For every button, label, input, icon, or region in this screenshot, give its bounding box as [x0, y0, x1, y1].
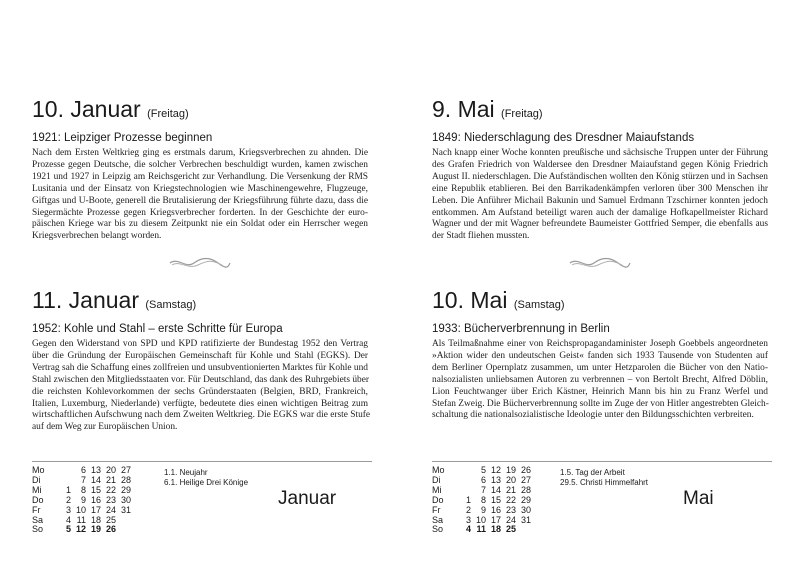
calendar-day: 6 — [80, 465, 86, 475]
calendar-day — [458, 466, 471, 476]
calendar-divider — [32, 461, 372, 462]
calendar-day: 8 — [80, 484, 86, 495]
calendar-day: 2 — [65, 494, 71, 505]
calendar-day: 25 — [505, 524, 516, 535]
calendar-day: 19 — [90, 524, 101, 535]
weekday-label: Do — [432, 494, 444, 505]
calendar-divider — [432, 461, 772, 462]
calendar-day: 18 — [90, 514, 101, 525]
weekday-label: Sa — [432, 514, 444, 525]
calendar-day: 30 — [120, 494, 131, 505]
month-name: Januar — [278, 488, 337, 509]
entry-body — [432, 339, 768, 422]
weekday-label: Do — [32, 494, 44, 505]
mini-calendar — [32, 466, 131, 535]
calendar-day: 26 — [520, 465, 531, 475]
calendar-grid — [32, 466, 131, 535]
calendar-day — [116, 525, 131, 535]
text-line: wirtschaftlichen Aufschwung nach dem Zweiten Weltkrieg. Die EGKS war die erste Stufe — [32, 410, 371, 421]
text-line: Stahl zwischen den Mitgliedsstaaten vor. Für Deutschland, das dank des Ruhrgebiets über — [32, 374, 369, 385]
calendar-day: 22 — [105, 484, 116, 495]
entry-body — [432, 148, 768, 243]
calendar-day: 3 — [465, 514, 471, 525]
calendar-day: 7 — [480, 484, 486, 495]
calendar-day: 1 — [65, 484, 71, 495]
calendar-day: 12 — [490, 465, 501, 475]
calendar-day: 21 — [105, 474, 116, 485]
calendar-day: 31 — [120, 504, 131, 515]
weekday-label: Fr — [432, 504, 441, 515]
holiday-item: 29.5. Christi Himmelfahrt — [560, 478, 649, 487]
entry-weekday: (Freitag) — [501, 108, 543, 120]
text-line: Giftgas und U-Boote, generell die Brutalisierung der Kriegsführung führte dazu, dass die — [32, 195, 368, 206]
text-line: Vertrag sah die Schaffung eines zollfreien und unsubventionierten Marktes für Kohle und — [32, 362, 368, 373]
calendar-day: 14 — [90, 474, 101, 485]
calendar-week-row — [32, 525, 131, 535]
text-line: Leben. Die Anführer Michail Bakunin und Samuel Erdmann Tzschirner konnten jedoch — [432, 195, 768, 206]
weekday-label: Mi — [32, 484, 42, 495]
calendar-day: 25 — [105, 514, 116, 525]
calendar-grid — [432, 466, 531, 535]
entry-may-9 — [432, 96, 768, 243]
calendar-day: 22 — [505, 494, 516, 505]
holiday-list — [164, 468, 248, 488]
calendar-day: 19 — [505, 465, 516, 475]
text-line: Lion Feuchtwanger über Erich Kästner, Heinrich Mann bis hin zu Franz Werfel und — [432, 386, 768, 397]
text-line: Nach dem Ersten Weltkrieg ging es erstmals darum, Kriegsverbrechen zu ahnden. Die — [32, 148, 368, 158]
text-line: Als Teilmaßnahme einer von Reichspropagandaminister Joseph Goebbels angeordneten — [432, 339, 768, 349]
text-line: »Aktion wider den undeutschen Geist« fanden sich 1933 Tausende von Studenten auf — [432, 350, 768, 361]
entry-weekday: (Samstag) — [513, 299, 565, 311]
month-name: Mai — [683, 488, 714, 509]
holiday-list — [560, 468, 648, 488]
entry-headline: 1849: Niederschlagung des Dresdner Maiaufstands — [432, 132, 695, 144]
text-line: Lusitania und der Einsatz von Kriegstechnologien wie Maschinengewehre, Flugzeuge, — [32, 183, 368, 194]
entry-may-10 — [432, 287, 768, 422]
mini-calendar — [432, 466, 531, 535]
calendar-day: 5 — [65, 524, 71, 535]
calendar-day: 2 — [465, 504, 471, 515]
calendar-day: 15 — [90, 484, 101, 495]
weekday-label: Mo — [432, 465, 445, 475]
calendar-day: 27 — [520, 474, 531, 485]
weekday-label: So — [432, 524, 444, 535]
calendar-day: 13 — [490, 474, 501, 485]
weekday-label: Mi — [432, 484, 442, 495]
calendar-day: 31 — [520, 514, 531, 525]
calendar-day: 28 — [120, 474, 131, 485]
calendar-day: 8 — [480, 494, 486, 505]
text-line: August II. niederschlagen. Die Aufständischen wollten den König stürzen und in Sachsen — [432, 171, 768, 182]
calendar-day: 27 — [120, 465, 131, 475]
entry-headline: 1921: Leipziger Prozesse beginnen — [32, 132, 213, 144]
holiday-item: 1.1. Neujahr — [164, 468, 208, 477]
text-line: dem Berliner Opernplatz zusammen, um unter Hetzparolen die Bücher von den Natio- — [432, 362, 768, 373]
calendar-day: 14 — [490, 484, 501, 495]
text-line: Siegermächte Prozesse gegen Kriegsverbrecher forderten. In der Geschichte der euro- — [32, 207, 368, 218]
weekday-label: Sa — [32, 514, 44, 525]
ornament-swirl-icon — [568, 256, 632, 270]
entry-headline: 1933: Bücherverbrennung in Berlin — [432, 323, 610, 335]
entry-date: 9. Mai (Freitag) — [432, 96, 543, 122]
calendar-day: 24 — [505, 514, 516, 525]
calendar-week-row — [432, 525, 531, 535]
text-line: auf dem Weg zur Europäischen Union. — [32, 422, 178, 433]
calendar-day: 17 — [90, 504, 101, 515]
calendar-day: 26 — [105, 524, 116, 535]
weekday-label: Di — [432, 474, 441, 485]
holiday-item: 6.1. Heilige Drei Könige — [164, 478, 249, 487]
text-line: der Stadt fliehen mussten. — [432, 231, 530, 242]
entry-weekday: (Samstag) — [145, 299, 197, 311]
entry-date: 11. Januar (Samstag) — [32, 287, 197, 313]
calendar-day: 6 — [480, 474, 486, 485]
weekday-label: Mo — [32, 465, 45, 475]
calendar-day: 21 — [505, 484, 516, 495]
text-line: Italien, Luxemburg, Niederlande) verfügte, bedeutete dies einen wichtigen Beitrag zum — [32, 398, 368, 409]
entry-body — [32, 148, 368, 243]
calendar-day: 10 — [75, 504, 86, 515]
calendar-day: 4 — [465, 524, 471, 535]
text-line: Prozesse gegen Deutsche, die solcher Verbrechen beschuldigt wurden, kamen zwischen — [32, 159, 368, 170]
text-line: schaltung die nationalsozialistische Ideologie unter den Bildungsschichten verbreiten. — [432, 410, 754, 421]
calendar-day: 16 — [490, 504, 501, 515]
calendar-day: 24 — [105, 504, 116, 515]
calendar-day: 13 — [90, 465, 101, 475]
text-line: die reichsten Kohlevorkommen der sechs Gründerstaaten (Belgien, BRD, Frankreich, — [32, 386, 368, 397]
entry-date: 10. Mai (Samstag) — [432, 287, 565, 313]
ornament-swirl-icon — [168, 256, 232, 270]
text-line: Gegen den Widerstand von SPD und KPD ratifizierte der Bundestag 1952 den Vertrag — [32, 339, 368, 349]
text-line: Wagner und der mit Wagner befreundete Baumeister Gottfried Semper, die ebenfalls aus — [432, 219, 768, 230]
entry-date: 10. Januar (Freitag) — [32, 96, 189, 122]
entry-headline: 1952: Kohle und Stahl – erste Schritte für Europa — [32, 323, 283, 335]
text-line: eine Republik etablieren. Bei den Barrikadenkämpfen verloren über 300 Menschen ihr — [432, 183, 768, 194]
calendar-day — [116, 516, 131, 526]
text-line: über die Gründung der Europäischen Gemeinschaft für Kohle und Stahl (EGKS). Der — [32, 350, 368, 361]
calendar-day: 5 — [480, 465, 486, 475]
text-line: 1921 und 1927 in Leipzig am Reichsgericht zur Verhandlung. Die Versenkung der RMS — [32, 171, 368, 182]
text-line: des Grafen Friedrich von Waldersee den Dresdner Maiaufstand gegen König Friedrich — [432, 159, 768, 170]
calendar-day: 29 — [120, 484, 131, 495]
calendar-day: 9 — [80, 494, 86, 505]
entry-body — [32, 339, 371, 434]
text-line: entkommen. Am Aufstand beteiligt waren auch der damalige Hofkapellmeister Richard — [432, 207, 768, 218]
weekday-label: Di — [32, 474, 41, 485]
entry-jan-11 — [32, 287, 371, 434]
calendar-day: 28 — [520, 484, 531, 495]
calendar-day: 10 — [475, 514, 486, 525]
calendar-day: 23 — [105, 494, 116, 505]
calendar-day — [516, 525, 531, 535]
calendar-day: 12 — [75, 524, 86, 535]
calendar-day: 1 — [465, 494, 471, 505]
weekday-label: Fr — [32, 504, 41, 515]
entry-weekday: (Freitag) — [147, 108, 189, 120]
calendar-day: 30 — [520, 504, 531, 515]
calendar-day: 15 — [490, 494, 501, 505]
calendar-day: 17 — [490, 514, 501, 525]
calendar-day: 16 — [90, 494, 101, 505]
calendar-day — [458, 476, 471, 486]
calendar-day: 18 — [490, 524, 501, 535]
calendar-day: 11 — [476, 524, 486, 535]
calendar-day: 9 — [480, 504, 486, 515]
right-page — [400, 0, 800, 566]
calendar-day: 20 — [505, 474, 516, 485]
text-line: Nach knapp einer Woche konnten preußische und sächsische Truppen unter der Führung — [432, 148, 768, 158]
calendar-day: 20 — [105, 465, 116, 475]
calendar-day: 29 — [520, 494, 531, 505]
calendar-day — [58, 466, 71, 476]
calendar-day: 23 — [505, 504, 516, 515]
text-line: nalsozialisten unliebsamen Autoren zu verbrennen – von Bertolt Brecht, Alfred Döblin, — [432, 374, 768, 385]
calendar-day: 7 — [80, 474, 86, 485]
calendar-day: 3 — [65, 504, 71, 515]
text-line: päischen Kriege war bis zu diesem Zeitpunkt nie ein Soldat oder ein Herrscher wegen — [32, 219, 368, 230]
entry-jan-10 — [32, 96, 368, 243]
weekday-label: So — [32, 524, 44, 535]
calendar-day: 4 — [65, 514, 71, 525]
calendar-day: 11 — [76, 514, 86, 525]
text-line: Stefan Zweig. Die Bücherverbrennung sollte im Zuge der von Hitler angestrebten Gleich- — [432, 398, 769, 409]
holiday-item: 1.5. Tag der Arbeit — [560, 468, 625, 477]
text-line: Kriegsverbrechen belangt worden. — [32, 231, 162, 242]
